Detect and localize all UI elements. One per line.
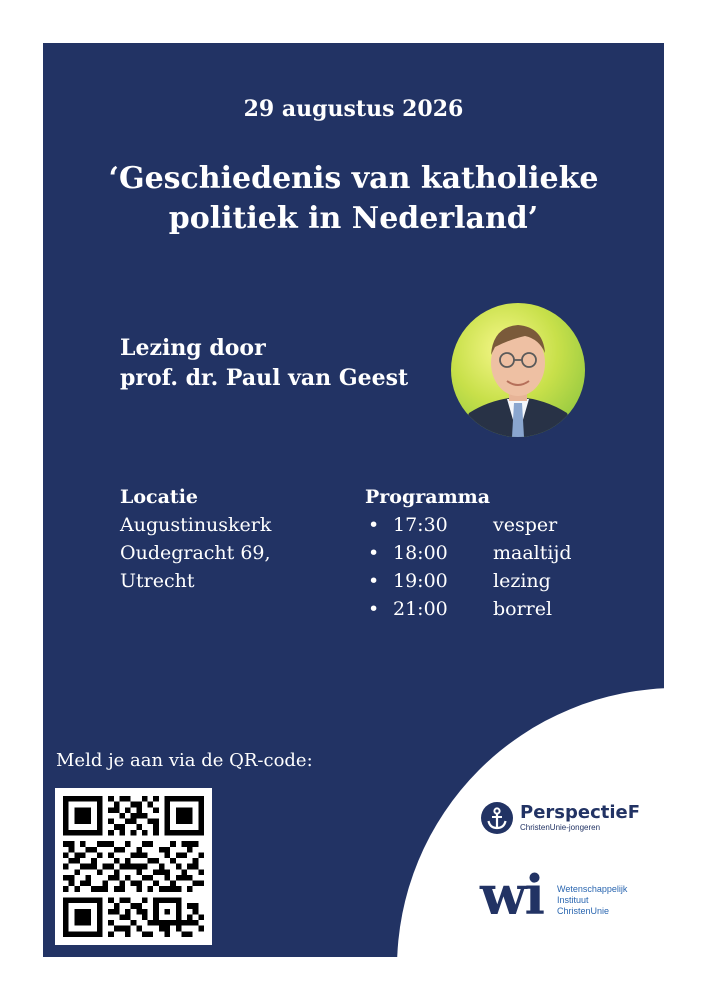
- program-item: [365, 539, 572, 567]
- bullet-icon: •: [368, 598, 380, 620]
- program-item: [365, 567, 572, 595]
- bullet-icon: •: [368, 514, 380, 536]
- signup-text: Meld je aan via de QR-code:: [56, 750, 313, 771]
- wi-line: ChristenUnie: [557, 906, 610, 916]
- program-time: 21:00: [393, 598, 448, 620]
- title-line-2: politiek in Nederland’: [168, 201, 539, 236]
- event-poster: [43, 43, 664, 957]
- perspectief-logo: [480, 801, 640, 835]
- location-heading: Locatie: [120, 486, 198, 508]
- program-label: maaltijd: [493, 542, 572, 564]
- program-block: [365, 483, 572, 623]
- location-block: [120, 483, 271, 595]
- program-time: 18:00: [393, 542, 448, 564]
- program-label: vesper: [493, 514, 558, 536]
- perspectief-name: PerspectieF: [520, 802, 641, 823]
- wi-line: Instituut: [557, 895, 589, 905]
- wi-logo: [480, 865, 627, 925]
- location-line: Oudegracht 69,: [120, 542, 271, 564]
- wi-line: Wetenschappelijk: [557, 884, 628, 894]
- program-heading: Programma: [365, 486, 491, 508]
- program-list: [365, 511, 572, 623]
- program-label: lezing: [493, 570, 551, 592]
- program-time: 17:30: [393, 514, 448, 536]
- speaker-name: prof. dr. Paul van Geest: [120, 365, 409, 391]
- lecture-by: [120, 333, 408, 393]
- program-label: borrel: [493, 598, 553, 620]
- title-line-1: ‘Geschiedenis van katholieke: [108, 161, 599, 196]
- wi-mark: wi: [480, 863, 543, 927]
- location-line: Utrecht: [120, 570, 195, 592]
- program-time: 19:00: [393, 570, 448, 592]
- perspectief-subtitle: ChristenUnie-jongeren: [520, 823, 601, 832]
- event-title: [43, 159, 664, 239]
- location-line: Augustinuskerk: [120, 514, 272, 536]
- qr-code[interactable]: [55, 788, 212, 945]
- wi-subtitle: [557, 884, 627, 917]
- speaker-photo: [451, 303, 585, 437]
- bullet-icon: •: [368, 570, 380, 592]
- event-date: 29 augustus 2026: [243, 96, 464, 122]
- bullet-icon: •: [368, 542, 380, 564]
- program-item: [365, 511, 572, 539]
- anchor-icon: [480, 801, 514, 835]
- lecture-line-1: Lezing door: [120, 335, 266, 361]
- program-item: [365, 595, 572, 623]
